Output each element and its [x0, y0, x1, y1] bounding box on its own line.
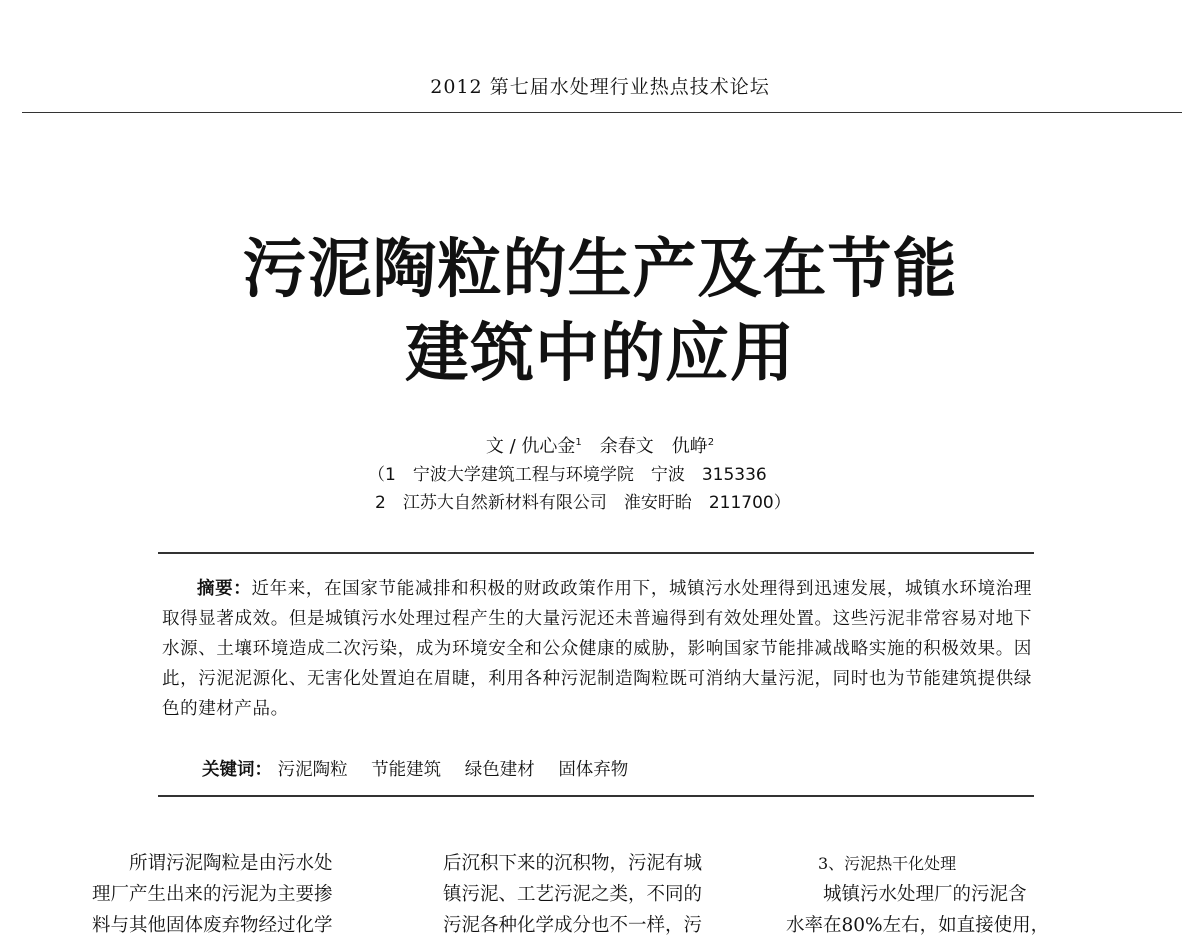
affiliation-2: 2 江苏大自然新材料有限公司 淮安盱眙 211700）: [375, 493, 791, 513]
body-line: 理厂产生出来的污泥为主要掺: [92, 884, 333, 905]
abstract-text: 近年来，在国家节能减排和积极的财政政策作用下，城镇污水处理得到迅速发展，城镇水环境治理取得显著成效。但是城镇污水处理过程产生的大量污泥还未普遍得到有效处理处置。这些污泥非常容易对地下水源、土壤环境造成二次污染，成为环境安全和公众健康的威胁，影响国家节能排减战略实施的积极效果。因此，污泥泥源化、无害化处置迫在眉睫，利用各种污泥制造陶粒既可消纳大量污泥，同时也为节能建筑提供绿色的建材产品。: [162, 579, 1032, 719]
body-line: 城镇污水处理厂的污泥含: [823, 884, 1027, 905]
body-column-1: [92, 848, 412, 941]
body-line: 所谓污泥陶粒是由污水处: [129, 853, 333, 874]
body-line: 镇污泥、工艺污泥之类，不同的: [443, 884, 703, 905]
keyword-4: 固体弃物: [558, 760, 629, 780]
abstract-label: 摘要：: [197, 579, 252, 599]
abstract-bottom-rule: [158, 795, 1034, 797]
header-divider: [22, 112, 1182, 113]
paper-title: [0, 228, 1200, 396]
keyword-3: 绿色建材: [464, 760, 535, 780]
body-line: 料与其他固体废弃物经过化学: [92, 915, 333, 936]
author-prefix: 文 /: [485, 436, 522, 457]
keyword-1: 污泥陶粒: [277, 760, 348, 780]
author-line: [0, 432, 1200, 458]
body-column-2: [443, 848, 763, 941]
section-heading: 3、污泥热干化处理: [818, 854, 957, 873]
author-1-affil-mark: 1: [575, 437, 582, 448]
abstract: [162, 574, 1032, 724]
body-line: 水率在80%左右，如直接使用，: [786, 915, 1050, 936]
body-line: 污泥各种化学成分也不一样，污: [443, 915, 703, 936]
title-line-1: 污泥陶粒的生产及在节能: [242, 232, 958, 307]
author-1: 仇心金: [521, 436, 576, 457]
author-3-affil-mark: 2: [707, 437, 715, 448]
keywords: [202, 756, 646, 781]
abstract-top-rule: [158, 552, 1034, 554]
running-header: 2012 第七届水处理行业热点技术论坛: [430, 76, 770, 98]
author-2: 余春文: [599, 436, 654, 457]
title-line-2: 建筑中的应用: [405, 316, 795, 391]
keywords-label: 关键词：: [202, 760, 272, 780]
body-column-3: [786, 848, 1116, 941]
body-line: 后沉积下来的沉积物，污泥有城: [443, 853, 703, 874]
keyword-2: 节能建筑: [371, 760, 442, 780]
author-3: 仇峥: [671, 436, 708, 457]
affiliation-1: （1 宁波大学建筑工程与环境学院 宁波 315336: [368, 465, 767, 485]
